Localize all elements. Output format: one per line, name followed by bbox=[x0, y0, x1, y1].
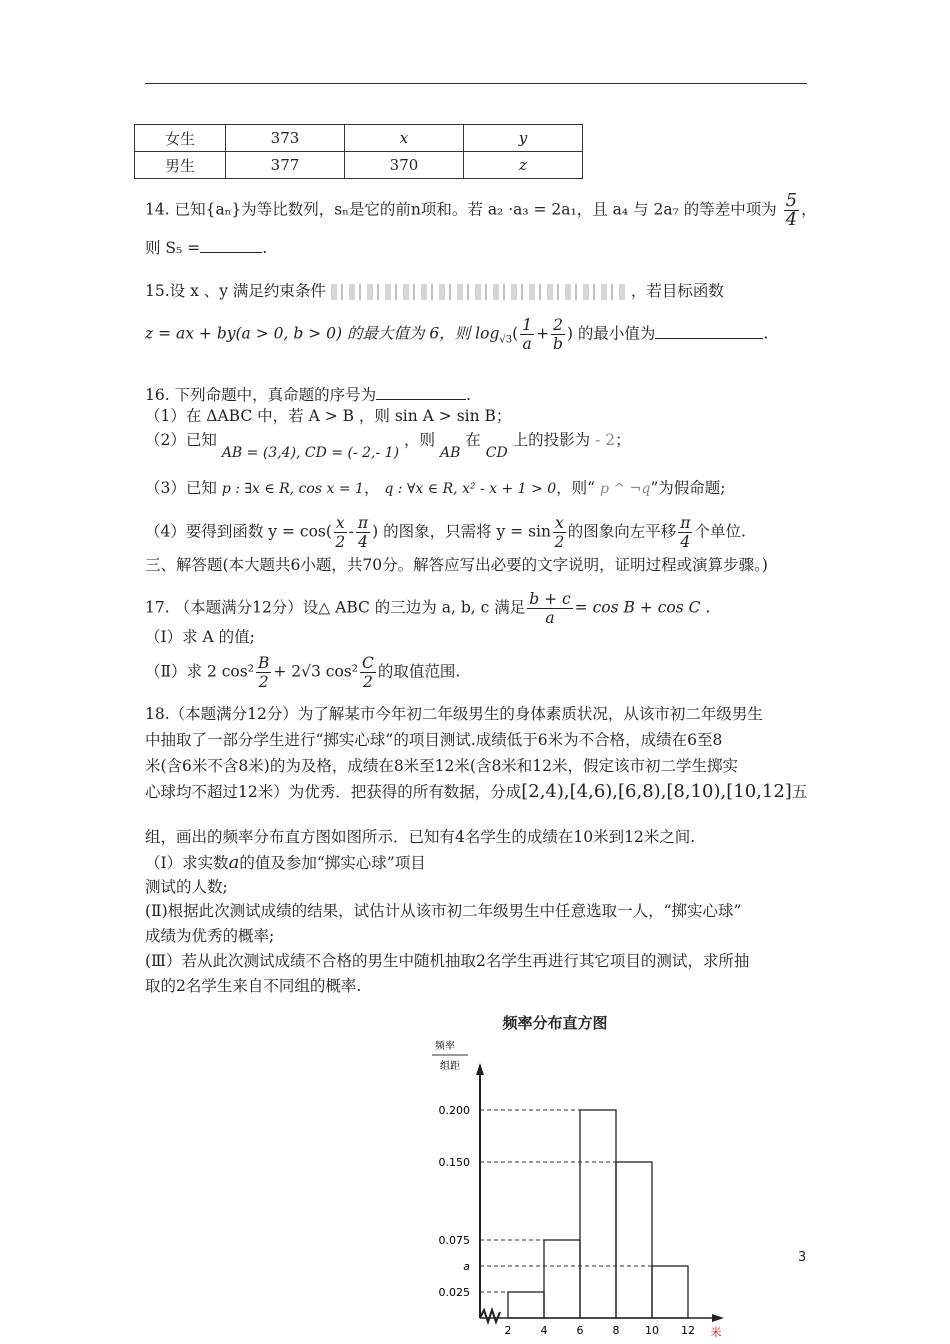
q17-a: 17. （本题满分12分）设△ ABC 的三边为 a, b, c 满足 bbox=[145, 598, 526, 617]
q16-intro-end: . bbox=[466, 386, 472, 404]
q18-l8: (Ⅱ)根据此次测试成绩的结果，试估计从该市初二年级男生中任意选取一人，“掷实心球” bbox=[145, 902, 742, 920]
frac-num: C bbox=[361, 654, 374, 672]
q16-intro-text: 16. 下列命题中，真命题的序号为 bbox=[145, 386, 377, 404]
table-cell: 370 bbox=[345, 152, 464, 179]
table-cell: y bbox=[464, 125, 583, 152]
histogram-bar bbox=[508, 1292, 544, 1318]
q14-line2-end: . bbox=[262, 239, 268, 257]
q16-frac1 bbox=[334, 514, 347, 551]
q16-vectors: AB = (3,4), CD = (- 2,- 1) bbox=[221, 445, 400, 461]
q16-intro bbox=[145, 383, 471, 406]
q16-vec-cd: CD bbox=[485, 445, 508, 461]
grades-table bbox=[134, 124, 583, 179]
q16-p4-e: 个单位. bbox=[694, 522, 746, 541]
y-tick-label: 0.025 bbox=[438, 1286, 470, 1299]
y-tick-label: a bbox=[463, 1260, 470, 1273]
q17-p2-b: + 2√3 cos² bbox=[273, 662, 358, 681]
q18-l10: (Ⅲ）若从此次测试成绩不合格的男生中随机抽取2名学生再进行其它项目的测试，求所抽 bbox=[145, 952, 750, 970]
y-axis-arrow bbox=[476, 1063, 484, 1075]
q16-frac2 bbox=[356, 514, 370, 551]
q15-frac1 bbox=[520, 316, 534, 353]
q18-l6-b: a bbox=[228, 852, 240, 873]
q18-line bbox=[145, 826, 695, 848]
q15-text-c: z = ax + by(a > 0, b > 0) 的最大值为 6，则 log bbox=[145, 324, 500, 343]
q16-p2-g: 上的投影为 bbox=[512, 431, 591, 449]
q14-line2 bbox=[145, 236, 267, 259]
x-axis-arrow bbox=[712, 1314, 724, 1322]
q14-text: 14. 已知{aₙ}为等比数列，sₙ是它的前n项和。若 a₂ ·a₃ = 2a₁，且 a₄ 与 2a₇ 的等差中项为 bbox=[145, 200, 777, 219]
histogram-chart bbox=[420, 1035, 740, 1340]
q16-p1-text: （1）在 ΔABC 中，若 A > B ，则 sin A > sin B； bbox=[145, 407, 512, 425]
page-number: 3 bbox=[798, 1250, 807, 1265]
frac-den: 2 bbox=[335, 533, 346, 551]
q18-l9: 成绩为优秀的概率; bbox=[145, 927, 275, 945]
q18-l4-a: 心球均不超过12米）为优秀．把获得的所有数据，分成 bbox=[145, 783, 522, 801]
table-cell: 男生 bbox=[135, 152, 226, 179]
frac-num: B bbox=[257, 654, 270, 672]
x-axis-label: 米 bbox=[710, 1326, 722, 1339]
q17-p1-text: （Ⅰ）求 A 的值; bbox=[145, 628, 255, 646]
q18-line bbox=[145, 781, 807, 803]
q16-p3-c: ， bbox=[363, 479, 380, 497]
q18-line bbox=[145, 876, 228, 898]
frac-den: 2 bbox=[554, 533, 565, 551]
q15-text-b: ，若目标函数 bbox=[630, 282, 724, 300]
frac-den: a bbox=[522, 335, 532, 353]
q15-text-a: 15.设 x 、y 满足约束条件 bbox=[145, 282, 326, 300]
q15-frac2 bbox=[551, 316, 565, 353]
frac-den: 4 bbox=[785, 209, 798, 230]
q15-line1 bbox=[145, 280, 724, 302]
frac-den: 2 bbox=[258, 673, 269, 691]
answer-blank bbox=[655, 322, 763, 339]
axis-break-icon bbox=[480, 1310, 500, 1322]
q18-l6-a: （Ⅰ）求实数 bbox=[145, 854, 229, 872]
q16-p4-c: ) 的图象，只需将 y = sin bbox=[372, 522, 551, 541]
q14-line2-text: 则 S₅ = bbox=[145, 239, 201, 257]
q15-end: . bbox=[763, 324, 769, 343]
q16-frac4 bbox=[678, 514, 692, 551]
q16-p2-end: ； bbox=[615, 431, 631, 449]
q17-p2 bbox=[145, 654, 460, 691]
q18-line bbox=[145, 729, 722, 751]
answer-blank bbox=[376, 383, 466, 400]
frac-num: 5 bbox=[785, 190, 798, 211]
x-tick-label: 12 bbox=[681, 1324, 695, 1337]
table-row bbox=[135, 125, 583, 152]
frac-num: x bbox=[335, 514, 345, 532]
q15-paren: ( bbox=[512, 324, 519, 343]
frac-den: 4 bbox=[358, 533, 368, 551]
x-tick-label: 8 bbox=[612, 1324, 620, 1337]
q18-intervals: [2,4),[4,6),[6,8),[8,10),[10,12] bbox=[521, 781, 792, 802]
q16-p2-e: 在 bbox=[465, 431, 481, 449]
frac-num: b + c bbox=[529, 590, 571, 608]
y-tick-label: 0.150 bbox=[438, 1156, 470, 1169]
y-tick-label: 0.075 bbox=[438, 1234, 470, 1247]
table-cell: z bbox=[464, 152, 583, 179]
histogram-bar bbox=[580, 1110, 616, 1318]
x-tick-label: 10 bbox=[645, 1324, 659, 1337]
histogram-layer bbox=[439, 1063, 725, 1339]
q18-line bbox=[145, 925, 274, 947]
q15-text-d: ) 的最小值为 bbox=[566, 324, 656, 343]
q16-p3 bbox=[145, 477, 725, 500]
q18-l11: 取的2名学生来自不同组的概率. bbox=[145, 977, 362, 995]
q16-p4 bbox=[145, 514, 746, 551]
y-tick-label: 0.200 bbox=[438, 1104, 470, 1117]
table-cell: x bbox=[345, 125, 464, 152]
x-tick-label: 2 bbox=[504, 1324, 512, 1337]
q16-p3-b: p : ∃x ∈ R, cos x = 1 bbox=[221, 481, 364, 497]
minus-sign: - bbox=[348, 522, 354, 541]
q18-l7: 测试的人数; bbox=[145, 878, 228, 896]
q16-p4-d: 的图象向左平移 bbox=[567, 522, 677, 541]
q16-p2 bbox=[145, 429, 631, 461]
frac-num: π bbox=[357, 514, 369, 532]
log-base: √3 bbox=[499, 334, 513, 346]
q15-line2 bbox=[145, 316, 768, 353]
q17-line1 bbox=[145, 590, 710, 627]
q14-line1 bbox=[145, 192, 817, 229]
frac-num: x bbox=[555, 514, 564, 532]
q17-frac1 bbox=[256, 654, 271, 691]
q18-l3: 米(含6米不含8米)的为及格，成绩在8米至12米(含8米和12米，假定该市初二学生掷实 bbox=[145, 757, 739, 775]
table-row bbox=[135, 152, 583, 179]
q17-p2-a: （Ⅱ）求 2 cos² bbox=[145, 662, 254, 681]
table-cell: 373 bbox=[226, 125, 345, 152]
q18-line bbox=[145, 900, 741, 922]
q18-line bbox=[145, 975, 361, 997]
q16-p3-a: （3）已知 bbox=[145, 479, 217, 497]
constraint-image bbox=[331, 284, 626, 300]
frac-num: 1 bbox=[522, 316, 533, 334]
frac-num: π bbox=[680, 514, 691, 532]
q17-frac2 bbox=[360, 654, 376, 691]
q17-p2-c: 的取值范围. bbox=[377, 662, 461, 681]
frac-num: 2 bbox=[553, 316, 563, 334]
x-tick-label: 6 bbox=[576, 1324, 584, 1337]
plus-sign: + bbox=[536, 324, 550, 343]
table-cell: 377 bbox=[226, 152, 345, 179]
q16-frac3 bbox=[553, 514, 566, 551]
q18-line bbox=[145, 755, 738, 777]
q18-line bbox=[145, 703, 763, 725]
x-tick-label: 4 bbox=[540, 1324, 548, 1337]
q16-p2-c: ，则 bbox=[404, 431, 436, 449]
q17-frac bbox=[527, 590, 572, 627]
q17-p1 bbox=[145, 626, 255, 648]
ylabel-top: 频率 bbox=[435, 1041, 455, 1052]
q14-end: ， bbox=[801, 200, 817, 219]
q16-p3-d: q : ∀x ∈ R, x² - x + 1 > 0 bbox=[384, 481, 557, 497]
header-rule bbox=[145, 83, 807, 84]
q16-p1 bbox=[145, 405, 511, 427]
chart-title: 频率分布直方图 bbox=[502, 1014, 608, 1032]
histogram-bar bbox=[544, 1240, 580, 1318]
q18-l4-c: 五 bbox=[791, 783, 808, 801]
section3-text: 三、解答题(本大题共6小题，共70分。解答应写出必要的文字说明，证明过程或演算步骤。) bbox=[145, 556, 768, 574]
frac-den: 4 bbox=[680, 533, 691, 551]
section3-heading bbox=[145, 554, 768, 576]
q18-line bbox=[145, 950, 749, 972]
q16-vec-ab: AB bbox=[439, 445, 461, 461]
q18-line bbox=[145, 852, 426, 874]
frac-den: a bbox=[545, 609, 555, 627]
q18-l2: 中抽取了一部分学生进行“掷实心球”的项目测试.成绩低于6米为不合格，成绩在6至8 bbox=[145, 731, 723, 749]
q17-b: = cos B + cos C . bbox=[574, 598, 711, 617]
table-cell: 女生 bbox=[135, 125, 226, 152]
q18-l1: 18.（本题满分12分）为了解某市今年初二年级男生的身体素质状况，从该市初二年级男生 bbox=[145, 705, 763, 723]
frac-den: 2 bbox=[362, 673, 373, 691]
q18-l6-c: 的值及参加“掷实心球”项目 bbox=[239, 854, 426, 872]
histogram-bar bbox=[616, 1162, 652, 1318]
q16-p3-e: ，则“ bbox=[556, 479, 596, 497]
ylabel-bottom: 组距 bbox=[440, 1061, 460, 1072]
q16-p3-g: ”为假命题; bbox=[650, 479, 726, 497]
frac-den: b bbox=[553, 335, 563, 353]
answer-blank bbox=[200, 236, 262, 253]
q16-p2-h: - 2 bbox=[595, 431, 616, 449]
q16-p2-a: （2）已知 bbox=[145, 431, 217, 449]
q16-p4-a: （4）要得到函数 y = cos( bbox=[145, 522, 332, 541]
q14-fraction bbox=[784, 192, 799, 229]
histogram-bar bbox=[652, 1266, 688, 1318]
q18-l5: 组，画出的频率分布直方图如图所示．已知有4名学生的成绩在10米到12米之间. bbox=[145, 828, 696, 846]
q16-p3-f: p ^ ¬q bbox=[600, 481, 651, 497]
